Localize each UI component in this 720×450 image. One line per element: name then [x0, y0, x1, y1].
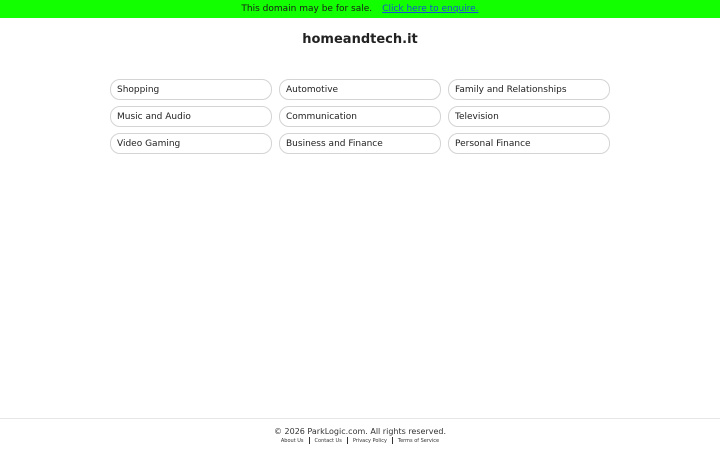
category-family-and-relationships[interactable]: Family and Relationships [448, 79, 610, 100]
footer [0, 418, 720, 450]
category-personal-finance[interactable]: Personal Finance [448, 133, 610, 154]
footer-links [0, 437, 720, 444]
copyright-text: © 2026 ParkLogic.com. All rights reserved. [273, 427, 447, 436]
privacy-policy-link[interactable]: Privacy Policy [352, 437, 387, 444]
category-television[interactable]: Television [448, 106, 610, 127]
sale-banner [0, 0, 720, 18]
enquire-link[interactable]: Click here to enquire. [382, 4, 479, 14]
category-communication[interactable]: Communication [279, 106, 441, 127]
sale-banner-text: This domain may be for sale. [241, 4, 373, 14]
about-us-link[interactable]: About Us [280, 437, 304, 444]
category-business-and-finance[interactable]: Business and Finance [279, 133, 441, 154]
category-video-gaming[interactable]: Video Gaming [110, 133, 272, 154]
category-grid [110, 79, 610, 154]
contact-us-link[interactable]: Contact Us [314, 437, 342, 444]
category-automotive[interactable]: Automotive [279, 79, 441, 100]
footer-divider [309, 437, 310, 444]
footer-divider [392, 437, 393, 444]
category-music-and-audio[interactable]: Music and Audio [110, 106, 272, 127]
footer-divider [347, 437, 348, 444]
category-shopping[interactable]: Shopping [110, 79, 272, 100]
domain-title: homeandtech.it [302, 32, 418, 47]
terms-of-service-link[interactable]: Terms of Service [397, 437, 440, 444]
